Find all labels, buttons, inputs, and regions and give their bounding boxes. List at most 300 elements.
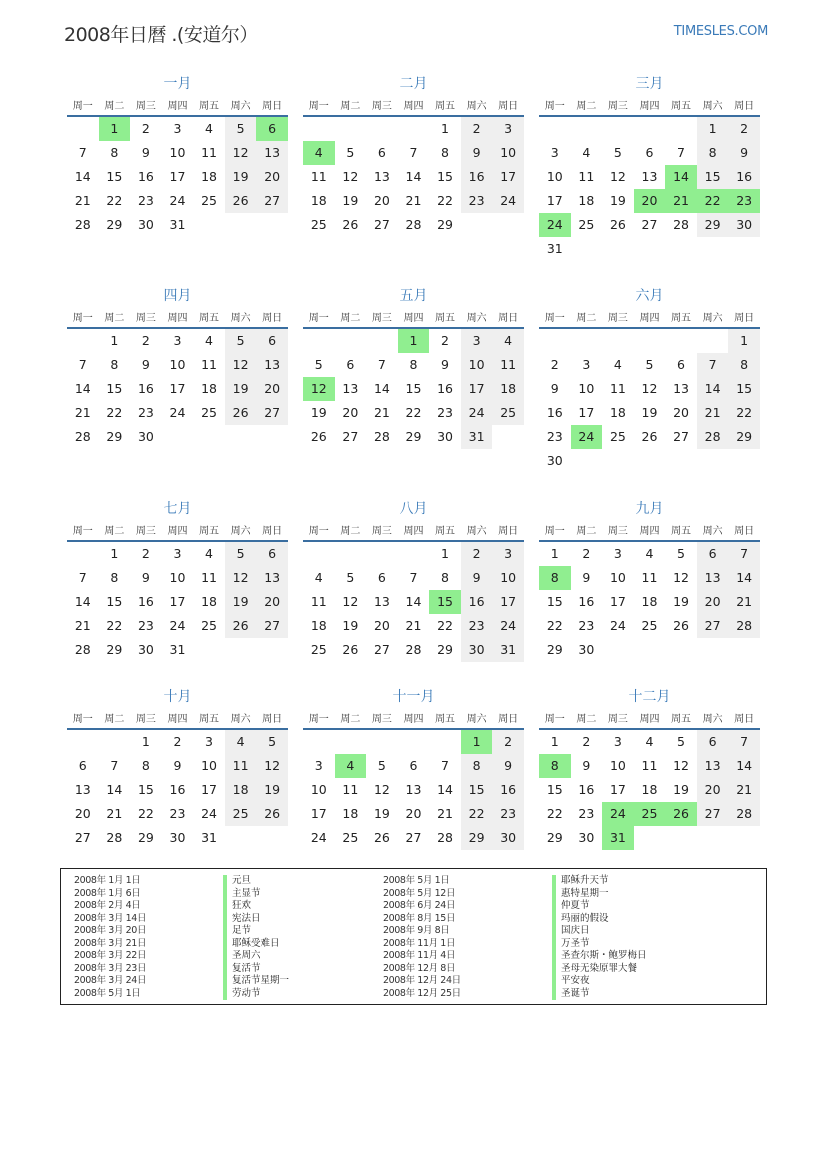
day-cell: 24 [169,405,186,420]
day-cell: 28 [437,830,453,845]
day-cell: 2 [582,734,591,749]
day-cell: 21 [74,618,91,633]
holiday-day-cell: 8 [539,754,571,778]
empty-cell [602,329,634,353]
day-cell: 21 [405,193,422,208]
weekday-label: 周二 [104,526,125,537]
day-cell: 15 [106,169,123,184]
day-grid [67,730,288,850]
day-cell: 24 [609,618,626,633]
day-cell: 2 [173,734,182,749]
day-cell: 2 [141,121,150,136]
day-cell: 5 [677,546,685,561]
holiday-day-cell: 25 [634,802,666,826]
day-cell: 25 [201,405,217,420]
weekday-label: 周四 [167,714,188,725]
weekday-label: 周三 [607,101,628,112]
day-cell: 13 [373,169,390,184]
weekday-label: 周日 [734,526,755,537]
calendar-row [67,499,760,687]
day-cell: 6 [645,145,654,160]
weekday-label: 周一 [308,714,329,725]
day-cell: 23 [137,405,154,420]
month-block [303,499,524,687]
weekday-label: 周二 [340,101,361,112]
day-cell: 7 [78,570,87,585]
day-cell: 16 [728,165,760,189]
day-cell: 22 [137,806,154,821]
day-cell: 8 [441,570,449,585]
day-cell: 11 [492,353,524,377]
day-cell: 16 [578,782,595,797]
empty-cell [571,117,603,141]
weekday-label: 周日 [262,313,283,324]
day-cell: 8 [110,570,119,585]
holiday-day-cell: 1 [461,730,493,754]
day-cell: 9 [582,570,591,585]
day-cell: 27 [256,401,288,425]
day-cell: 4 [205,546,213,561]
day-cell: 25 [641,618,658,633]
day-cell: 6 [377,145,386,160]
day-cell: 23 [546,429,563,444]
day-cell: 16 [578,594,595,609]
month-title: 四月 [163,288,192,304]
holiday-name: 惠特星期一 [552,888,647,901]
day-cell: 25 [310,217,327,232]
empty-cell [634,117,666,141]
holiday-day-cell: 31 [602,826,634,850]
day-cell: 11 [578,169,595,184]
month-title: 七月 [163,501,192,517]
weekday-label: 周二 [576,101,597,112]
weekday-label: 周一 [72,526,93,537]
holiday-day-cell: 1 [398,329,430,353]
day-grid [539,329,760,473]
day-cell: 14 [437,782,453,797]
day-cell: 23 [137,618,154,633]
day-cell: 1 [441,546,449,561]
holiday-date: 2008年 3月 24日 [74,975,147,986]
day-cell: 9 [728,141,760,165]
day-cell: 21 [728,590,760,614]
weekday-label: 周六 [466,714,487,725]
day-cell: 13 [342,381,359,396]
day-cell: 28 [405,217,422,232]
day-cell: 5 [256,730,288,754]
holiday-name: 玛丽的假设 [552,913,647,926]
day-cell: 30 [437,429,453,444]
day-cell: 18 [225,778,257,802]
day-cell: 6 [78,758,87,773]
weekday-label: 周六 [466,313,487,324]
month-title: 十一月 [392,689,435,705]
empty-cell [335,117,367,141]
day-cell: 11 [342,782,359,797]
day-cell: 1 [110,333,119,348]
day-cell: 19 [256,778,288,802]
calendar-row [67,74,760,286]
empty-cell [303,329,335,353]
day-cell: 16 [492,778,524,802]
month-block [67,687,288,877]
holiday-date: 2008年 6月 24日 [383,900,456,911]
weekday-label: 周三 [607,714,628,725]
day-cell: 14 [405,594,422,609]
weekday-label: 周四 [403,526,424,537]
day-cell: 6 [677,357,685,372]
day-cell: 20 [342,405,359,420]
day-cell: 4 [492,329,524,353]
day-cell: 7 [409,570,418,585]
day-cell: 13 [641,169,658,184]
weekday-label: 周六 [230,101,251,112]
day-cell: 28 [106,830,123,845]
day-cell: 3 [613,546,622,561]
weekday-header [67,519,288,542]
day-cell: 16 [461,165,493,189]
day-cell: 29 [546,830,563,845]
day-cell: 11 [609,381,626,396]
day-cell: 2 [461,117,493,141]
day-cell: 27 [697,802,729,826]
day-cell: 24 [310,830,327,845]
day-cell: 7 [78,357,87,372]
day-cell: 24 [461,401,493,425]
weekday-label: 周六 [466,101,487,112]
day-grid [303,542,524,662]
day-cell: 4 [613,357,622,372]
day-cell: 24 [169,618,186,633]
holiday-name: 圣周六 [223,950,289,963]
day-grid [539,730,760,850]
day-cell: 17 [492,165,524,189]
day-cell: 22 [106,618,123,633]
weekday-label: 周一 [308,526,329,537]
holiday-day-cell: 24 [602,802,634,826]
day-cell: 20 [405,806,422,821]
day-grid [303,730,524,850]
day-cell: 19 [673,594,689,609]
day-cell: 3 [550,145,559,160]
day-cell: 12 [373,782,390,797]
month-title: 十二月 [628,689,671,705]
day-cell: 30 [578,642,595,657]
day-cell: 5 [613,145,622,160]
weekday-label: 周三 [371,714,392,725]
empty-cell [602,117,634,141]
weekday-label: 周四 [167,526,188,537]
day-cell: 16 [137,594,154,609]
day-cell: 18 [342,806,359,821]
day-cell: 23 [437,405,453,420]
day-cell: 10 [461,353,493,377]
day-cell: 18 [201,169,217,184]
month-block [67,499,288,687]
weekday-label: 周四 [167,101,188,112]
holiday-date: 2008年 8月 15日 [383,912,456,924]
empty-cell [398,117,430,141]
weekday-label: 周二 [576,526,597,537]
day-cell: 20 [256,377,288,401]
day-cell: 14 [405,169,422,184]
weekday-label: 周日 [498,714,519,725]
weekday-label: 周一 [72,313,93,324]
day-cell: 11 [201,145,217,160]
empty-cell [665,117,697,141]
day-cell: 7 [677,145,685,160]
day-cell: 2 [492,730,524,754]
weekday-header [303,519,524,542]
day-cell: 24 [492,614,524,638]
day-cell: 28 [74,429,91,444]
day-cell: 28 [728,614,760,638]
day-cell: 26 [225,401,257,425]
day-cell: 22 [546,806,563,821]
day-cell: 17 [310,806,327,821]
day-cell: 20 [373,193,390,208]
day-cell: 1 [441,121,449,136]
day-cell: 27 [256,189,288,213]
day-cell: 14 [728,566,760,590]
day-cell: 30 [492,826,524,850]
day-cell: 26 [673,618,689,633]
day-cell: 22 [437,618,453,633]
weekday-label: 周二 [340,714,361,725]
day-cell: 15 [546,782,563,797]
holiday-name: 元旦 [223,875,289,888]
weekday-header [303,94,524,117]
day-cell: 30 [137,217,154,232]
day-cell: 14 [74,381,91,396]
day-cell: 27 [405,830,422,845]
day-cell: 11 [201,357,217,372]
holiday-day-cell: 15 [429,590,461,614]
day-cell: 24 [492,189,524,213]
day-cell: 11 [225,754,257,778]
weekday-label: 周三 [371,526,392,537]
holiday-names-col-1 [223,875,289,1000]
day-cell: 7 [697,353,729,377]
day-grid [303,329,524,449]
weekday-label: 周六 [702,101,723,112]
day-cell: 30 [461,638,493,662]
weekday-label: 周一 [544,313,565,324]
weekday-label: 周二 [104,101,125,112]
day-cell: 25 [310,642,327,657]
day-cell: 13 [697,566,729,590]
empty-cell [99,730,131,754]
day-cell: 2 [141,333,150,348]
day-cell: 26 [373,830,390,845]
day-cell: 13 [74,782,91,797]
day-cell: 18 [201,594,217,609]
day-cell: 27 [373,642,390,657]
holiday-day-cell: 22 [697,189,729,213]
weekday-label: 周三 [135,526,156,537]
weekday-label: 周日 [262,526,283,537]
day-cell: 2 [141,546,150,561]
day-cell: 31 [169,217,186,232]
day-cell: 26 [225,189,257,213]
weekday-label: 周二 [576,714,597,725]
day-cell: 27 [641,217,658,232]
holiday-name: 耶稣升天节 [552,875,647,888]
day-cell: 30 [728,213,760,237]
month-block [303,687,524,877]
holiday-name: 劳动节 [223,988,289,1001]
day-cell: 20 [697,590,729,614]
month-block [67,74,288,286]
day-cell: 4 [314,570,323,585]
day-cell: 8 [110,145,119,160]
weekday-label: 周六 [230,526,251,537]
day-cell: 23 [461,189,493,213]
day-cell: 9 [550,381,559,396]
day-cell: 20 [697,778,729,802]
day-cell: 2 [461,542,493,566]
day-cell: 29 [106,429,123,444]
day-cell: 3 [314,758,323,773]
weekday-label: 周一 [544,526,565,537]
month-title: 三月 [635,76,664,92]
day-cell: 11 [310,169,327,184]
holiday-name: 平安夜 [552,975,647,988]
day-cell: 3 [492,117,524,141]
day-cell: 9 [492,754,524,778]
day-cell: 30 [546,453,563,468]
day-cell: 6 [697,542,729,566]
weekday-label: 周六 [702,526,723,537]
weekday-label: 周六 [466,526,487,537]
day-cell: 7 [728,542,760,566]
empty-cell [303,730,335,754]
day-cell: 21 [437,806,453,821]
empty-cell [398,730,430,754]
day-cell: 9 [461,141,493,165]
day-cell: 22 [106,405,123,420]
day-cell: 19 [641,405,658,420]
day-cell: 17 [169,381,186,396]
brand-link[interactable]: TIMESLES.COM [673,24,768,39]
day-cell: 16 [137,381,154,396]
day-cell: 7 [409,145,418,160]
day-cell: 28 [697,425,729,449]
day-cell: 12 [609,169,626,184]
holiday-day-cell: 26 [665,802,697,826]
empty-cell [697,329,729,353]
day-cell: 6 [256,542,288,566]
day-grid [539,542,760,662]
holiday-day-cell: 21 [665,189,697,213]
day-cell: 1 [550,546,559,561]
holiday-day-cell: 6 [256,117,288,141]
weekday-label: 周日 [262,101,283,112]
weekday-label: 周一 [72,714,93,725]
day-cell: 19 [373,806,390,821]
day-cell: 22 [461,802,493,826]
day-cell: 31 [169,642,186,657]
day-cell: 27 [342,429,359,444]
day-cell: 30 [137,642,154,657]
day-cell: 27 [256,614,288,638]
day-cell: 22 [405,405,422,420]
day-cell: 8 [441,145,449,160]
weekday-label: 周一 [308,101,329,112]
weekday-label: 周日 [734,101,755,112]
holiday-day-cell: 4 [335,754,367,778]
calendar-row [67,286,760,499]
day-cell: 4 [205,121,213,136]
day-cell: 22 [106,193,123,208]
day-cell: 18 [609,405,626,420]
day-cell: 17 [169,594,186,609]
day-cell: 30 [169,830,186,845]
day-cell: 19 [310,405,327,420]
day-cell: 10 [169,570,186,585]
weekday-label: 周二 [104,714,125,725]
day-cell: 31 [546,241,563,256]
weekday-label: 周三 [135,313,156,324]
weekday-label: 周四 [403,313,424,324]
holiday-date: 2008年 2月 4日 [74,900,141,911]
day-cell: 20 [373,618,390,633]
weekday-label: 周四 [167,313,188,324]
day-cell: 7 [728,730,760,754]
holiday-name: 复活节 [223,963,289,976]
empty-cell [335,730,367,754]
weekday-header [67,306,288,329]
day-cell: 15 [137,782,154,797]
day-cell: 29 [546,642,563,657]
day-cell: 10 [169,357,186,372]
day-cell: 19 [225,590,257,614]
holiday-date: 2008年 3月 21日 [74,937,147,949]
day-cell: 20 [256,165,288,189]
calendar-row [67,687,760,877]
empty-cell [366,329,398,353]
day-cell: 10 [546,169,563,184]
day-cell: 25 [225,802,257,826]
weekday-label: 周五 [199,526,220,537]
day-cell: 31 [492,638,524,662]
day-cell: 22 [546,618,563,633]
day-cell: 26 [225,614,257,638]
day-cell: 6 [697,730,729,754]
day-cell: 10 [201,758,217,773]
day-cell: 4 [645,546,654,561]
day-cell: 26 [342,217,359,232]
day-cell: 29 [106,217,123,232]
day-cell: 12 [256,754,288,778]
weekday-label: 周日 [262,714,283,725]
day-cell: 29 [437,217,453,232]
holiday-dates-col-1 [74,875,146,1000]
holiday-date: 2008年 1月 6日 [74,887,141,899]
day-cell: 9 [141,357,150,372]
weekday-label: 周日 [498,101,519,112]
holiday-names-col-2 [552,875,647,1000]
day-cell: 11 [641,570,658,585]
holiday-day-cell: 23 [728,189,760,213]
day-cell: 9 [582,758,591,773]
empty-cell [634,329,666,353]
day-cell: 23 [169,806,186,821]
day-cell: 4 [645,734,654,749]
holiday-name: 足节 [223,925,289,938]
weekday-header [67,94,288,117]
day-cell: 12 [673,570,689,585]
